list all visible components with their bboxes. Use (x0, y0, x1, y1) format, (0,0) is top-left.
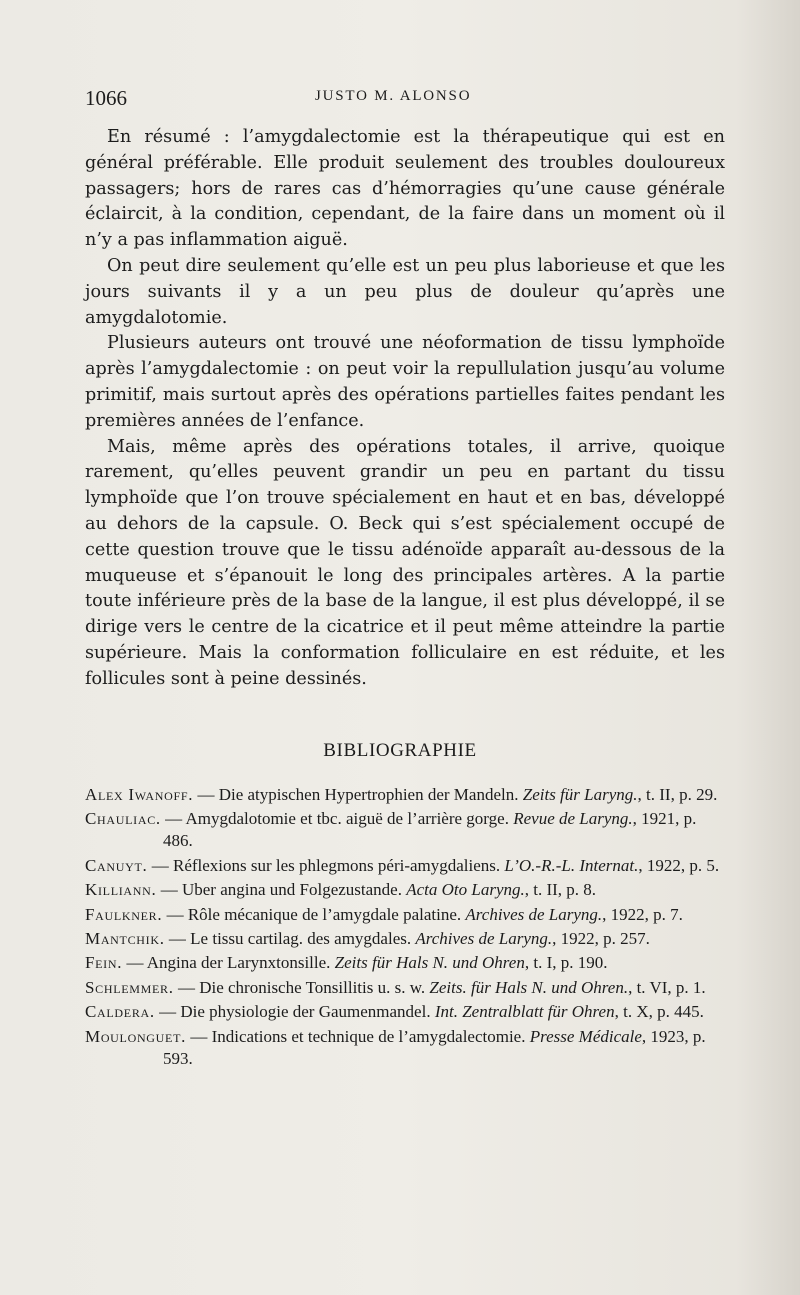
reference-author: Fein. (85, 953, 123, 973)
reference-tail: , t. VI, p. 1. (628, 977, 706, 997)
reference-text: — Die atypischen Hypertrophien der Mandeln. (193, 785, 523, 804)
body-text (85, 125, 725, 693)
reference-entry (85, 1001, 725, 1023)
bibliography-list (85, 784, 725, 1072)
reference-tail: , t. X, p. 445. (614, 1002, 704, 1022)
reference-entry (85, 928, 725, 950)
reference-tail: , 1922, p. 7. (602, 904, 683, 924)
reference-journal: Zeits für Hals N. und Ohren (334, 953, 525, 973)
reference-tail: , 1922, p. 5. (638, 855, 720, 875)
reference-entry (85, 952, 725, 974)
reference-tail: , t. I, p. 190. (524, 953, 608, 973)
reference-entry (85, 879, 725, 901)
reference-author: Schlemmer. (85, 977, 174, 997)
reference-tail: , t. II, p. 8. (524, 880, 597, 900)
reference-text: — Die chronische Tonsillitis u. s. w. (173, 977, 430, 997)
reference-author: Killiann. (85, 880, 157, 900)
paragraph: On peut dire seulement qu’elle est un peu plus laborieuse et que les jours suivants il y a un peu plus de douleur qu’après une amygdalotomie. (85, 255, 725, 328)
reference-author: Moulonguet. (85, 1026, 187, 1046)
reference-journal: Archives de Laryng. (465, 904, 603, 924)
reference-entry (85, 784, 725, 806)
reference-tail: , t. II, p. 29. (637, 785, 718, 804)
reference-author: Mantchik. (85, 928, 165, 948)
reference-entry (85, 808, 725, 852)
reference-author: Canuyt. (85, 855, 148, 875)
reference-journal: L’O.-R.-L. Internat. (504, 855, 639, 875)
page-number: 1066 (85, 86, 127, 110)
reference-journal: Presse Médicale (529, 1026, 642, 1046)
running-head: JUSTO M. ALONSO (315, 88, 472, 104)
reference-journal: Archives de Laryng. (415, 928, 553, 948)
reference-entry (85, 855, 725, 877)
reference-text: — Le tissu cartilag. des amygdales. (164, 928, 416, 948)
reference-journal: Acta Oto Laryng. (406, 880, 525, 900)
reference-author: Chauliac. (85, 809, 161, 829)
reference-journal: Zeits. für Hals N. und Ohren. (429, 977, 629, 997)
page-header (85, 86, 725, 110)
reference-text: — Amygdalotomie et tbc. aiguë de l’arrière gorge. (160, 809, 514, 829)
reference-tail: , 1923, p. 593. (163, 1026, 706, 1068)
paragraph: Mais, même après des opérations totales, il arrive, quoique rarement, qu’elles peuvent grandir un peu en partant du tissu lymphoïde que l’on trouve spécialement en haut et en bas, développé au dehors de la capsule. O. Beck qui s’est spécialement occupé de cette question trouve que le tissu adénoïde apparaît au-dessous de la muqueuse et s’épanouit le long des principales artères. A la partie toute inférieure près de la base de la langue, il est plus développé, il se dirige vers le centre de la cicatrice et il peut même atteindre la partie supérieure. Mais la conformation folliculaire en est réduite, et les follicules sont à peine dessinés. (85, 436, 725, 689)
paragraph: En résumé : l’amygdalectomie est la thérapeutique qui est en général préférable. Elle produit seulement des troubles douloureux passagers; hors de rares cas d’hémorragies qu’une cause générale éclaircit, à la condition, cependant, de la faire dans un moment où il n’y a pas inflammation aiguë. (85, 127, 725, 251)
reference-tail: , 1921, p. 486. (163, 809, 697, 851)
reference-author: Caldera. (85, 1002, 155, 1022)
reference-text: — Angina der Larynxtonsille. (122, 953, 335, 973)
reference-entry (85, 1026, 725, 1070)
paragraph: Plusieurs auteurs ont trouvé une néoformation de tissu lymphoïde après l’amygdalectomie : on peut voir la repullulation jusqu’au volume primitif, mais surtout après des opérations partielles faites pendant les premières années de l’enfance. (85, 333, 725, 431)
reference-author: Faulkner. (85, 904, 163, 924)
reference-text: — Rôle mécanique de l’amygdale palatine. (162, 904, 466, 924)
bibliography-title: BIBLIOGRAPHIE (323, 740, 477, 761)
reference-entry (85, 977, 725, 999)
reference-journal: Int. Zentralblatt für Ohren (434, 1002, 615, 1022)
reference-journal: Revue de Laryng. (513, 809, 633, 829)
reference-text: — Indications et technique de l’amygdalectomie. (186, 1026, 530, 1046)
reference-tail: , 1922, p. 257. (552, 928, 650, 948)
reference-text: — Uber angina und Folgezustande. (156, 880, 407, 900)
reference-journal: Zeits für Laryng. (522, 785, 638, 804)
reference-entry (85, 904, 725, 926)
reference-text: — Die physiologie der Gaumenmandel. (154, 1002, 435, 1022)
reference-author: Alex Iwanoff. (85, 785, 194, 804)
reference-text: — Réflexions sur les phlegmons péri-amygdaliens. (147, 855, 505, 875)
